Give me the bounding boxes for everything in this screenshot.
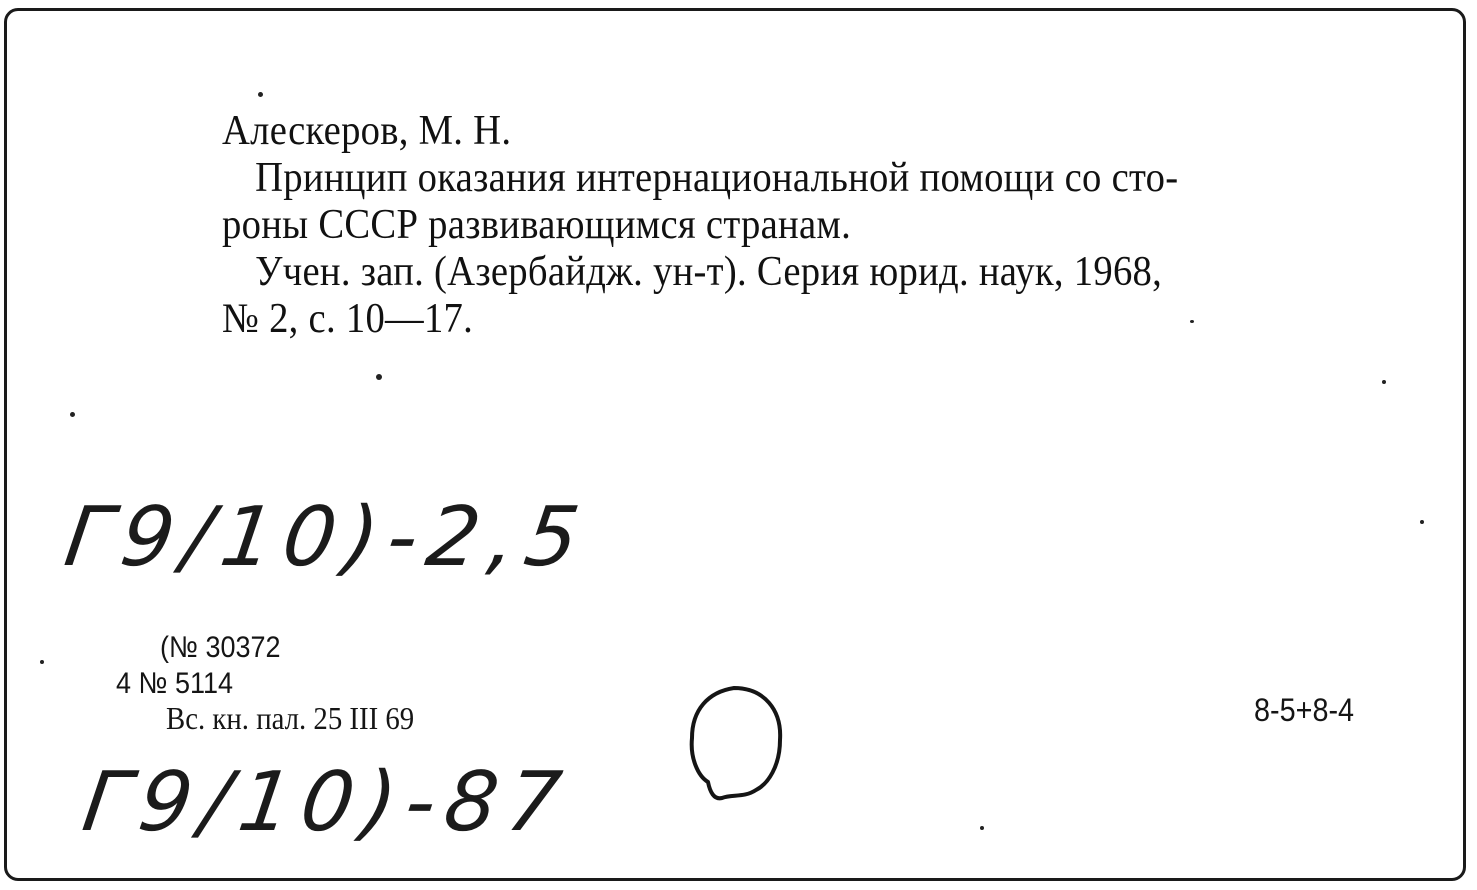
print-speck	[40, 660, 44, 664]
record-number-1: (№ 30372	[160, 631, 281, 664]
author-name: Алескеров, М. Н.	[222, 108, 512, 154]
handwritten-shelfmark-2: Г9/10)-87	[77, 755, 577, 850]
print-speck	[70, 412, 75, 417]
print-speck	[1190, 320, 1194, 323]
bibliographic-entry	[222, 108, 1298, 343]
print-speck	[376, 374, 382, 380]
source-line-1: Учен. зап. (Азербайдж. ун-т). Серия юрид. наук, 1968,	[255, 249, 1163, 295]
publication-note: Вс. кн. пал. 25 III 69	[166, 700, 415, 736]
print-speck	[980, 826, 984, 830]
record-number-2: 4 № 5114	[116, 667, 234, 700]
print-speck	[258, 92, 263, 97]
print-speck	[1382, 380, 1386, 384]
title-line-2: роны СССР развивающимся странам.	[222, 202, 852, 248]
print-speck	[1420, 520, 1424, 524]
source-line-2: № 2, с. 10—17.	[222, 296, 474, 342]
punch-hole	[686, 680, 786, 810]
handwritten-shelfmark-1: Г9/10)-2,5	[59, 490, 595, 585]
classification-code: 8-5+8-4	[1254, 692, 1355, 728]
title-line-1: Принцип оказания интернациональной помощи со сто-	[255, 155, 1179, 201]
